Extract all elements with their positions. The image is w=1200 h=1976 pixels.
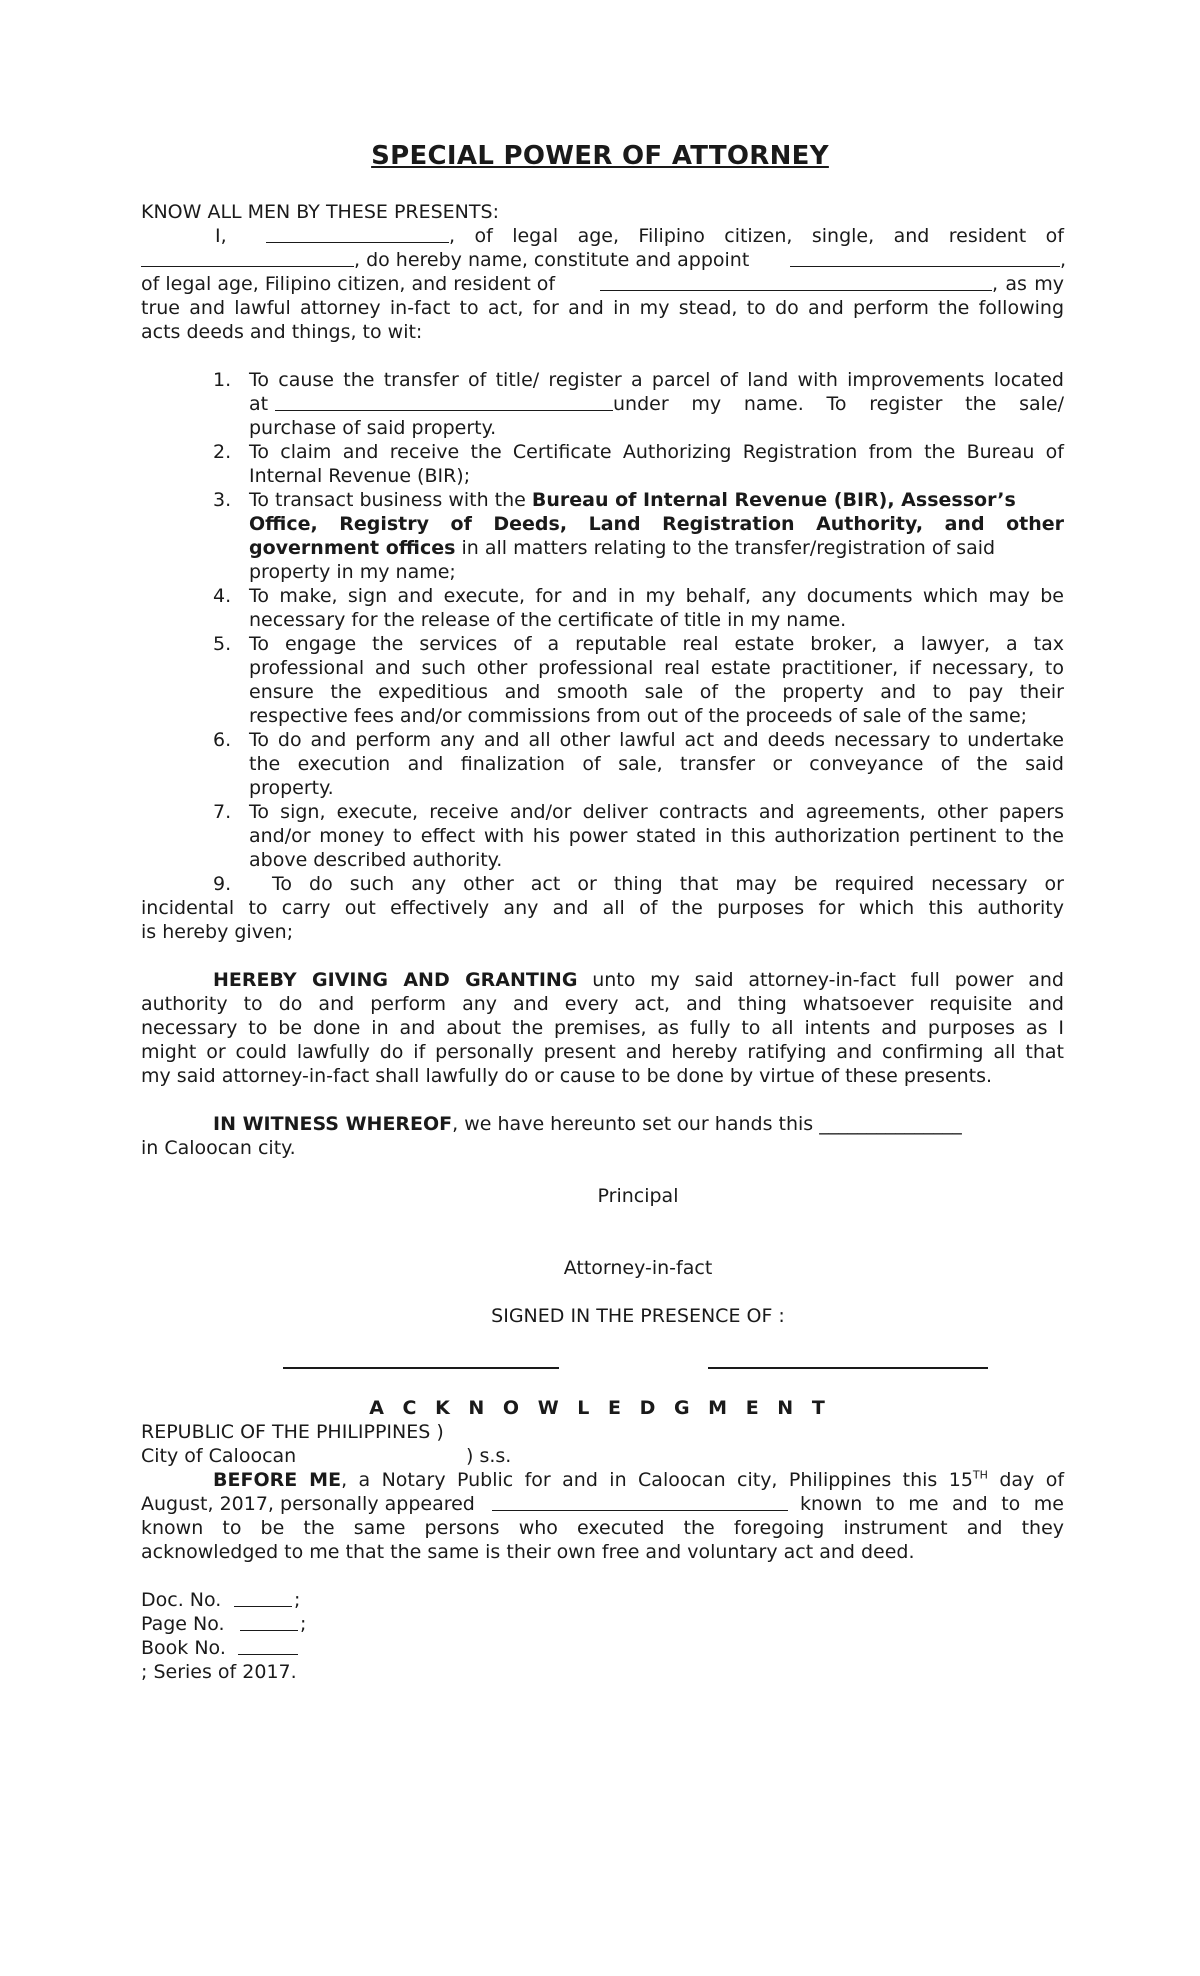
page-no-blank[interactable] — [240, 1612, 298, 1631]
intro-do-hereby: , do hereby name, constitute and appoint — [354, 249, 750, 271]
item-6-line-1: To do and perform any and all other lawful act and deeds necessary to undertake — [249, 729, 1064, 751]
item-3-line-3-rest: in all matters relating to the transfer/registration of said — [455, 537, 996, 559]
item-9-line-1: To do such any other act or thing that may be required necessary or — [272, 873, 1064, 895]
appeared-name-blank[interactable] — [492, 1492, 788, 1511]
item-7-line-1: To sign, execute, receive and/or deliver contracts and agreements, other papers — [249, 801, 1064, 823]
item-4-number: 4. — [213, 585, 232, 607]
intro-acts-deeds: acts deeds and things, to wit: — [141, 321, 423, 343]
item-3-pre: To transact business with the — [249, 489, 532, 511]
item-1-at: at — [249, 393, 269, 415]
item-5-line-1: To engage the services of a reputable real estate broker, a lawyer, a tax — [249, 633, 1064, 655]
signed-presence-label: SIGNED IN THE PRESENCE OF : — [491, 1305, 785, 1327]
ack-day-of: day of — [987, 1469, 1065, 1491]
granting-line-4: might or could lawfully do if personally present and hereby ratifying and confirming all that — [141, 1041, 1064, 1063]
granting-line-1 — [213, 968, 1064, 992]
item-3-bold-3: government offices — [249, 537, 456, 559]
witness-rest: , we have hereunto set our hands this — [452, 1113, 814, 1135]
doc-no-blank[interactable] — [234, 1588, 292, 1607]
ack-line-4: acknowledged to me that the same is their own free and voluntary act and deed. — [141, 1541, 915, 1563]
item-3-line-3 — [249, 536, 995, 560]
ack-republic: REPUBLIC OF THE PHILIPPINES ) — [141, 1421, 444, 1443]
ack-line-1-rest: , a Notary Public for and in Caloocan city, Philippines this 15 — [341, 1469, 973, 1491]
item-2-line-1: To claim and receive the Certificate Authorizing Registration from the Bureau of — [249, 441, 1064, 463]
item-9-line-2: incidental to carry out effectively any and all of the purposes for which this authority — [141, 897, 1064, 919]
item-6-line-2: the execution and finalization of sale, transfer or conveyance of the said — [249, 753, 1064, 775]
granting-line-3: necessary to be done in and about the premises, as fully to all intents and purposes as I — [141, 1017, 1064, 1039]
attorney-label: Attorney-in-fact — [563, 1257, 713, 1279]
item-2-number: 2. — [213, 441, 232, 463]
ack-line-2-pre: August, 2017, personally appeared — [141, 1493, 475, 1515]
ack-th: TH — [972, 1468, 988, 1482]
attorney-residence-blank[interactable] — [600, 272, 992, 291]
item-6-line-3: property. — [249, 777, 334, 799]
granting-bold: HEREBY GIVING AND GRANTING — [213, 969, 578, 991]
item-5-line-4: respective fees and/or commissions from out of the proceeds of sale of the same; — [249, 705, 1028, 727]
principal-name-blank[interactable] — [266, 224, 449, 243]
granting-line-5: my said attorney-in-fact shall lawfully do or cause to be done by virtue of these presents. — [141, 1065, 993, 1087]
item-1-under: under my name. To register the sale/ — [613, 393, 1064, 415]
principal-residence-blank[interactable] — [141, 248, 354, 267]
item-5-number: 5. — [213, 633, 232, 655]
ack-line-1 — [213, 1468, 1064, 1492]
intro-of-legal-age: of legal age, Filipino citizen, and resident of — [141, 273, 556, 295]
item-3-number: 3. — [213, 489, 232, 511]
item-3-bold-2: Office, Registry of Deeds, Land Registration Authority, and other — [249, 513, 1064, 535]
ack-city: City of Caloocan — [141, 1445, 297, 1467]
ack-before-me: BEFORE ME — [213, 1469, 342, 1491]
item-3-line-1 — [249, 488, 1016, 512]
intro-comma: , — [1060, 249, 1067, 271]
item-5-line-2: professional and such other professional real estate practitioner, if necessary, to — [249, 657, 1064, 679]
item-6-number: 6. — [213, 729, 232, 751]
item-5-line-3: ensure the expeditious and smooth sale of the property and to pay their — [249, 681, 1064, 703]
item-7-number: 7. — [213, 801, 232, 823]
doc-no-label: Doc. No. — [141, 1589, 222, 1611]
ack-line-2-post: known to me and to me — [800, 1493, 1064, 1515]
series-label: ; Series of 2017. — [141, 1661, 297, 1683]
book-no-blank[interactable] — [238, 1636, 298, 1655]
ack-line-3: known to be the same persons who executed the foregoing instrument and they — [141, 1517, 1064, 1539]
page-no-label: Page No. — [141, 1613, 225, 1635]
item-9-line-3: is hereby given; — [141, 921, 294, 943]
know-all-men: KNOW ALL MEN BY THESE PRESENTS: — [141, 201, 499, 223]
item-4-line-2: necessary for the release of the certificate of title in my name. — [249, 609, 847, 631]
page-no-semicolon: ; — [300, 1613, 307, 1635]
witness-bold: IN WITNESS WHEREOF — [213, 1113, 453, 1135]
acknowledgment-heading: A C K N O W L E D G M E N T — [369, 1397, 831, 1419]
witness-1-signature-line[interactable] — [283, 1367, 559, 1369]
item-7-line-3: above described authority. — [249, 849, 503, 871]
item-1-line-3: purchase of said property. — [249, 417, 497, 439]
principal-label: Principal — [597, 1185, 679, 1207]
item-3-bold-1: Bureau of Internal Revenue (BIR), Assessor’s — [531, 489, 1016, 511]
book-no-label: Book No. — [141, 1637, 226, 1659]
witness-2-signature-line[interactable] — [708, 1367, 988, 1369]
granting-line-1-rest: unto my said attorney-in-fact full power and — [577, 969, 1064, 991]
property-location-blank[interactable] — [275, 392, 613, 411]
item-9-number: 9. — [213, 873, 232, 895]
document-title: SPECIAL POWER OF ATTORNEY — [371, 141, 829, 171]
witness-date-blank[interactable]: _______________ — [819, 1113, 962, 1135]
attorney-name-blank[interactable] — [790, 248, 1060, 267]
intro-i: I, — [215, 225, 227, 247]
doc-no-semicolon: ; — [294, 1589, 301, 1611]
witness-line-2: in Caloocan city. — [141, 1137, 296, 1159]
ack-ss: ) s.s. — [466, 1445, 512, 1467]
witness-line-1 — [213, 1112, 962, 1136]
item-7-line-2: and/or money to effect with his power stated in this authorization pertinent to the — [249, 825, 1064, 847]
item-3-line-4: property in my name; — [249, 561, 456, 583]
item-2-line-2: Internal Revenue (BIR); — [249, 465, 471, 487]
item-4-line-1: To make, sign and execute, for and in my behalf, any documents which may be — [249, 585, 1064, 607]
granting-line-2: authority to do and perform any and every act, and thing whatsoever requisite and — [141, 993, 1064, 1015]
item-1-number: 1. — [213, 369, 232, 391]
intro-true-lawful: true and lawful attorney in-fact to act, for and in my stead, to do and perform the following — [141, 297, 1064, 319]
intro-as-my: , as my — [992, 273, 1064, 295]
intro-legal-age: , of legal age, Filipino citizen, single, and resident of — [449, 225, 1064, 247]
item-1-line-1: To cause the transfer of title/ register a parcel of land with improvements located — [249, 369, 1064, 391]
